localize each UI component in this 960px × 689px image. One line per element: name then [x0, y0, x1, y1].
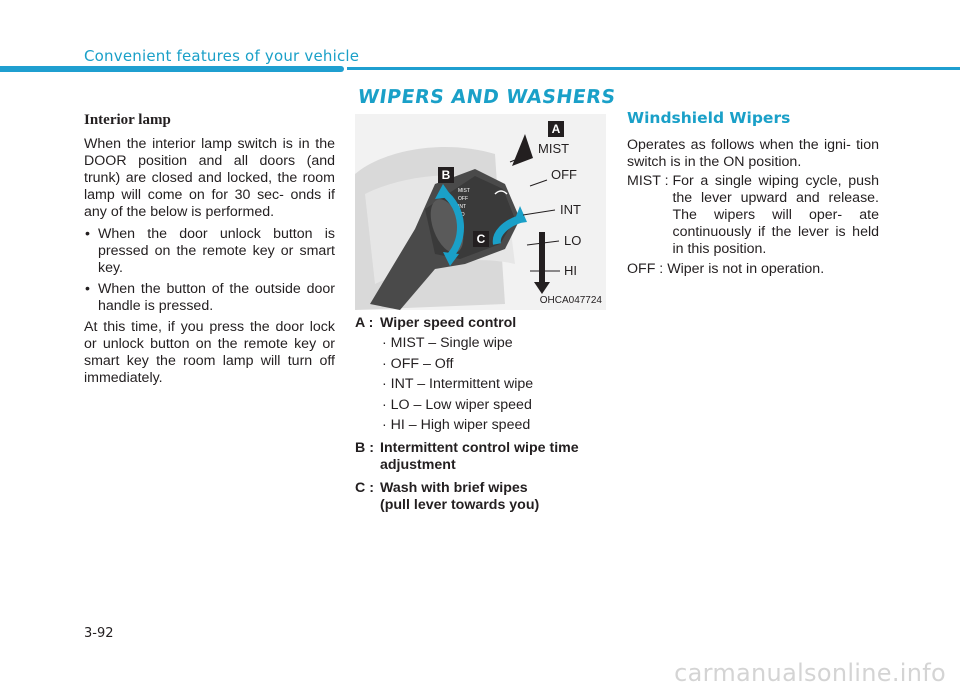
- label-hi: HI: [564, 263, 577, 278]
- list-item: · OFF – Off: [382, 355, 454, 372]
- int-leader: [523, 210, 555, 215]
- up-arrow-icon: [512, 134, 533, 166]
- control-a: [355, 315, 610, 332]
- control-b-key: B :: [355, 440, 374, 457]
- badge-b: B: [438, 167, 454, 183]
- windshield-intro: Operates as follows when the igni- tion switch is in the ON position.: [627, 137, 879, 170]
- figure-code: OHCA047724: [539, 295, 602, 306]
- off-desc: Wiper is not in operation.: [667, 261, 825, 277]
- label-lo: LO: [564, 233, 582, 248]
- interior-lamp-outro: At this time, if you press the door lock or unlock button on the remote key or smart key the room lamp will turn off immediately.: [84, 319, 335, 386]
- control-b-line1: Intermittent control wipe time: [380, 440, 579, 457]
- section-header: Convenient features of your vehicle: [84, 47, 360, 65]
- down-arrow-icon: [534, 282, 550, 294]
- stalk-mark-int: INT: [458, 204, 467, 210]
- list-item: · MIST – Single wipe: [382, 335, 513, 351]
- control-c-key: C :: [355, 480, 374, 497]
- stalk-mark-lo: LO: [458, 212, 465, 218]
- wiper-lever-illustration: [355, 114, 606, 310]
- list-item: • When the door unlock button is pressed on the remote key or smart key.: [84, 226, 335, 277]
- list-item: · LO – Low wiper speed: [382, 396, 532, 413]
- stalk-mark-off: OFF: [458, 196, 468, 202]
- badge-c: C: [473, 231, 489, 247]
- off-term: OFF :: [627, 261, 668, 277]
- control-a-label: Wiper speed control: [380, 315, 517, 331]
- control-a-key: A :: [355, 315, 374, 331]
- interior-lamp-section: [84, 112, 335, 387]
- control-c: [355, 480, 610, 514]
- interior-lamp-heading: Interior lamp: [84, 112, 171, 128]
- list-item: · HI – High wiper speed: [382, 417, 531, 434]
- list-item: • When the button of the outside door handle is pressed.: [84, 281, 335, 315]
- interior-lamp-bullets: [84, 226, 335, 315]
- windshield-section: [627, 110, 879, 278]
- label-int: INT: [560, 202, 581, 217]
- mist-desc: For a single wiping cycle, push the lever upward and release. The wipers will oper- ate continuously if the lever is held in this position.: [672, 173, 879, 257]
- mist-definition: [627, 173, 879, 258]
- header-bar-left: [0, 66, 344, 72]
- badge-a: A: [548, 121, 564, 137]
- off-definition: [627, 261, 879, 278]
- control-c-line1: Wash with brief wipes: [380, 480, 528, 497]
- controls-legend: [355, 315, 610, 514]
- control-c-line2: (pull lever towards you): [380, 497, 540, 514]
- interior-lamp-intro: When the interior lamp switch is in the DOOR position and all doors (and trunk) are closed and locked, the room lamp will come on for 30 sec- onds if any of the below is performed.: [84, 136, 335, 220]
- label-off: OFF: [551, 167, 577, 182]
- control-b: [355, 440, 610, 474]
- page-number: 3-92: [84, 626, 114, 641]
- label-mist: MIST: [538, 141, 570, 156]
- header-bar-right: [347, 67, 960, 70]
- speed-list: [382, 335, 610, 434]
- stalk-mark-mist: MIST: [458, 188, 470, 194]
- watermark: carmanualsonline.info: [674, 659, 946, 687]
- windshield-heading: Windshield Wipers: [627, 109, 791, 127]
- page-title: WIPERS AND WASHERS: [356, 86, 618, 108]
- stalk-mark-hi: HI: [458, 220, 463, 226]
- off-leader: [530, 180, 547, 186]
- mist-term: MIST :: [627, 173, 673, 189]
- control-b-line2: adjustment: [380, 457, 456, 474]
- list-item: · INT – Intermittent wipe: [382, 376, 534, 393]
